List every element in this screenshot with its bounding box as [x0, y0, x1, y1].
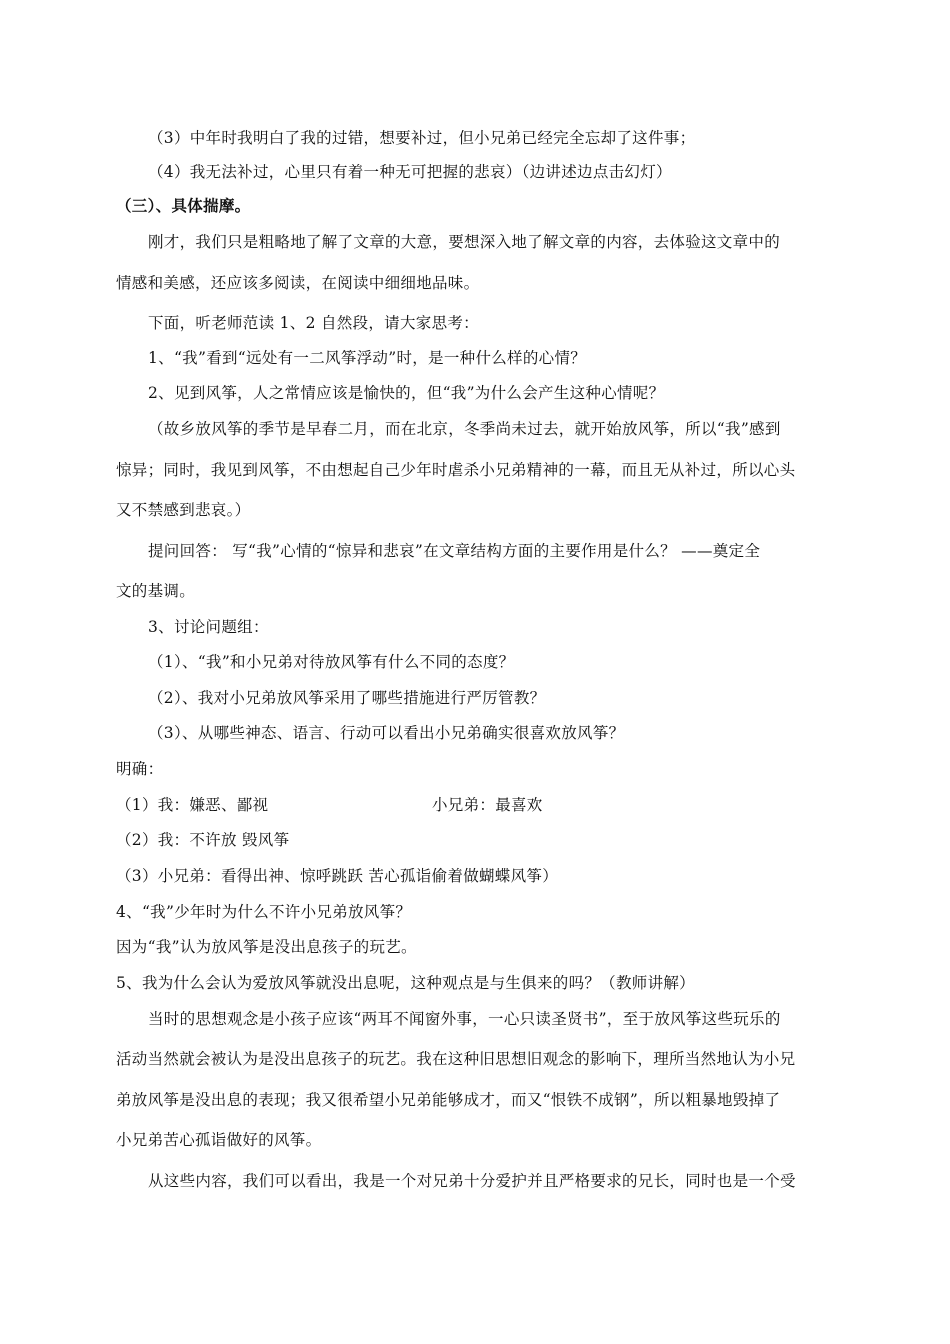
answer-line-3: 又不禁感到悲哀。）: [116, 501, 251, 519]
answer-line-2: 惊异；同时，我见到风筝，不由想起自己少年时虐杀小兄弟精神的一幕，而且无从补过，所以心头: [116, 461, 796, 479]
question-3: 3、讨论问题组：: [148, 618, 269, 636]
sub-question-3: （3）、从哪些神态、语言、行动可以看出小兄弟确实很喜欢放风筝？: [148, 724, 625, 742]
explain-line-3: 弟放风筝是没出息的表现；我又很希望小兄弟能够成才，而又“恨铁不成钢”，所以粗暴地毁掉了: [116, 1091, 781, 1109]
clarify-item-3: （3）小兄弟：看得出神、惊呼跳跃 苦心孤诣偷着做蝴蝶风筝）: [116, 867, 558, 885]
text-line-2: （4）我无法补过，心里只有着一种无可把握的悲哀）（边讲述边点击幻灯）: [148, 163, 672, 181]
text-line-4: 刚才，我们只是粗略地了解了文章的大意，要想深入地了解文章的内容，去体验这文章中的: [148, 233, 781, 251]
answer-4: 因为“我”认为放风筝是没出息孩子的玩艺。: [116, 938, 417, 956]
clarify-item-1-side: 小兄弟：最喜欢: [432, 796, 543, 814]
summary-line-1: 从这些内容，我们可以看出，我是一个对兄弟十分爱护并且严格要求的兄长，同时也是一个受: [148, 1172, 796, 1190]
question-5: 5、我为什么会认为爱放风筝就没出息呢，这种观点是与生俱来的吗？（教师讲解）: [116, 974, 695, 992]
sub-question-1: （1）、“我”和小兄弟对待放风筝有什么不同的态度？: [148, 653, 515, 671]
text-line-5: 情感和美感，还应该多阅读，在阅读中细细地品味。: [116, 274, 480, 292]
prompt-line-2: 文的基调。: [116, 582, 196, 600]
question-1: 1、“我”看到“远处有一二风筝浮动”时，是一种什么样的心情？: [148, 349, 587, 367]
question-2: 2、见到风筝，人之常情应该是愉快的，但“我”为什么会产生这种心情呢？: [148, 384, 665, 402]
text-line-6: 下面，听老师范读 1、2 自然段，请大家思考：: [148, 314, 479, 332]
sub-question-2: （2）、我对小兄弟放风筝采用了哪些措施进行严厉管教？: [148, 689, 546, 707]
explain-line-4: 小兄弟苦心孤诣做好的风筝。: [116, 1131, 322, 1149]
prompt-line-1: 提问回答： 写“我”心情的“惊异和悲哀”在文章结构方面的主要作用是什么？ ——奠定全: [148, 542, 761, 560]
explain-line-2: 活动当然就会被认为是没出息孩子的玩艺。我在这种旧思想旧观念的影响下，理所当然地认为小兄: [116, 1050, 796, 1068]
text-line-1: （3）中年时我明白了我的过错，想要补过，但小兄弟已经完全忘却了这件事；: [148, 129, 696, 147]
clarify-label: 明确：: [116, 760, 164, 778]
clarify-item-2: （2）我：不许放 毁风筝: [116, 831, 290, 849]
explain-line-1: 当时的思想观念是小孩子应该“两耳不闻窗外事，一心只读圣贤书”，至于放风筝这些玩乐的: [148, 1010, 781, 1028]
section-heading: （三）、具体揣摩。: [116, 196, 251, 215]
question-4: 4、“我”少年时为什么不许小兄弟放风筝？: [116, 903, 412, 921]
answer-line-1: （故乡放风筝的季节是早春二月，而在北京，冬季尚未过去，就开始放风筝，所以“我”感到: [148, 420, 781, 438]
clarify-item-1: （1）我：嫌恶、鄙视: [116, 796, 269, 814]
